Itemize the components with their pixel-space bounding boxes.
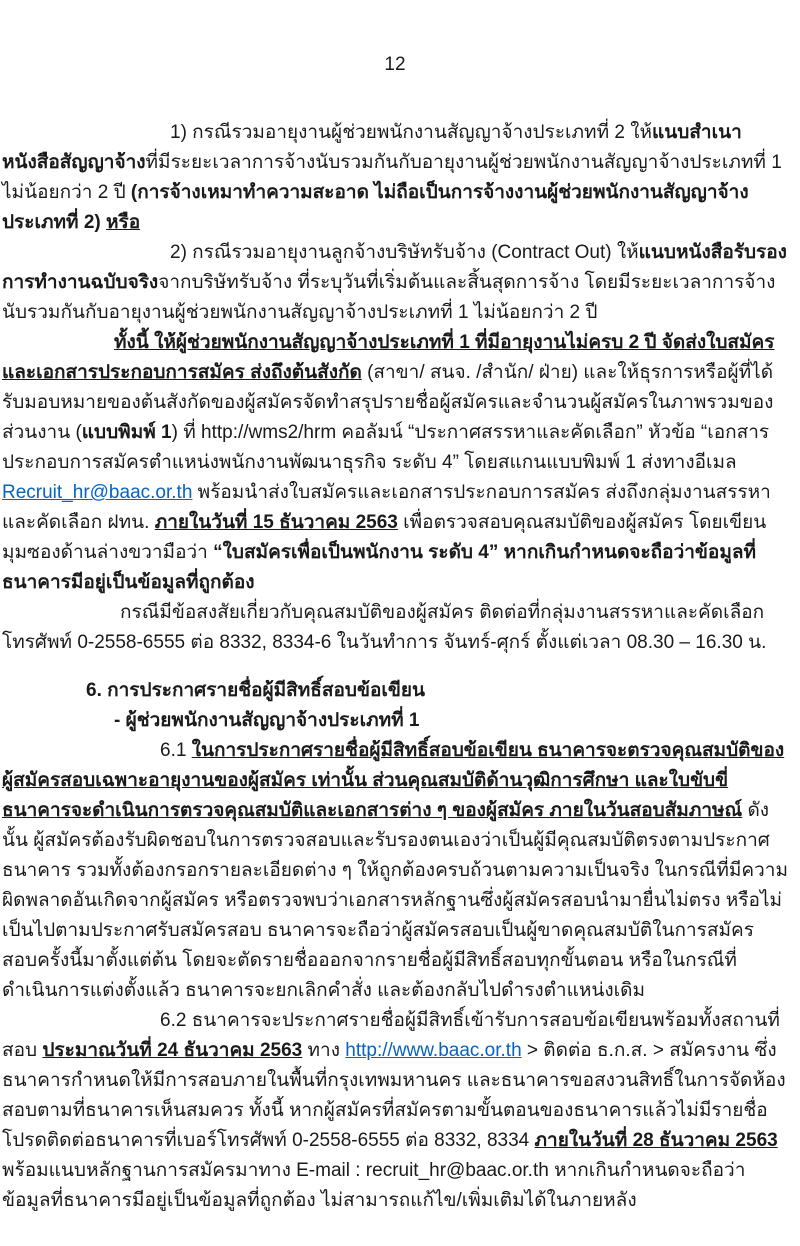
text-run: เพื่อตรวจสอบคุณสมบัติของผู้สมัคร โดยเขียนมุมซองด้านล่างขวามือว่า — [2, 512, 767, 563]
paragraph-6-1 — [2, 736, 788, 1006]
text-run: แบบพิมพ์ 1 — [81, 422, 172, 443]
text-run: (สาขา/ สนจ. /สำนัก/ ฝ่าย) และให้ธุรการหรือผู้ที่ได้รับมอบหมายของต้นสังกัดของผู้สมัครจัดทำสรุปรายชื่อผู้สมัครและจำนวนผู้สมัครในภาพรวมของส่วนงาน ( — [2, 362, 774, 443]
paragraph-6-2 — [2, 1006, 788, 1216]
text-run: แนบหนังสือรับรองการทำงานฉบับจริง — [2, 242, 787, 293]
text-run: ภายในวันที่ 28 ธันวาคม 2563 — [534, 1130, 778, 1151]
text-run: 1) กรณีรวมอายุงานผู้ช่วยพนักงานสัญญาจ้างประเภทที่ 2 ให้ — [170, 122, 653, 143]
text-run: พร้อมแนบหลักฐานการสมัครมาทาง E-mail : recruit_hr@baac.or.th หากเกินกำหนดจะถือว่าข้อมูลที่ธนาคารมีอยู่เป็นข้อมูลที่ถูกต้อง ไม่สามารถแก้ไข/เพิ่มเติมได้ในภายหลัง — [2, 1160, 746, 1211]
paragraph-contract-type-2 — [2, 118, 788, 238]
baac-website-link[interactable]: http://www.baac.or.th — [345, 1040, 522, 1061]
text-run: จากบริษัทรับจ้าง ที่ระบุวันที่เริ่มต้นและสิ้นสุดการจ้าง โดยมีระยะเวลาการจ้างนับรวมกันกับอายุงานผู้ช่วยพนักงานสัญญาจ้างประเภทที่ 1 ไม่น้อยกว่า 2 ปี — [2, 272, 776, 323]
text-run: ทาง — [302, 1040, 346, 1061]
page-number: 12 — [384, 54, 406, 75]
text-run: กรณีมีข้อสงสัยเกี่ยวกับคุณสมบัติของผู้สมัคร ติดต่อที่กลุ่มงานสรรหาและคัดเลือก โทรศัพท์ 0-2558-6555 ต่อ 8332, 8334-6 ในวันทำการ จันทร์-ศุกร์ ตั้งแต่เวลา 08.30 – 16.30 น. — [2, 602, 767, 653]
text-run: 2) กรณีรวมอายุงานลูกจ้างบริษัทรับจ้าง (Contract Out) ให้ — [170, 242, 639, 263]
text-run: หรือ — [106, 212, 141, 233]
text-run: ประมาณวันที่ 24 ธันวาคม 2563 — [42, 1040, 303, 1061]
text-run: “ใบสมัครเพื่อเป็นพนักงาน ระดับ 4” หากเกินกำหนดจะถือว่าข้อมูลที่ธนาคารมีอยู่เป็นข้อมูลที่ถูกต้อง — [2, 542, 757, 593]
text-run: (การจ้างเหมาทำความสะอาด ไม่ถือเป็นการจ้างงานผู้ช่วยพนักงานสัญญาจ้างประเภทที่ 2) — [2, 182, 749, 233]
text-run: 6.2 ธนาคารจะประกาศรายชื่อผู้มีสิทธิ์เข้ารับการสอบข้อเขียนพร้อมทั้งสถานที่สอบ — [2, 1010, 780, 1061]
text-run: ดังนั้น ผู้สมัครต้องรับผิดชอบในการตรวจสอบและรับรองตนเองว่าเป็นผู้มีคุณสมบัติตรงตามประกาศธนาคาร รวมทั้งต้องกรอกรายละเอียดต่าง ๆ ให้ถูกต้องครบถ้วนตามความเป็นจริง ในกรณีที่มีความผิดพลาดอันเกิดจากผู้สมัคร หรือตรวจพบว่าเอกสารหลักฐานซึ่งผู้สมัครสอบนำมายื่นไม่ตรง หรือไม่เป็นไปตามประกาศรับสมัครสอบ ธนาคารจะถือว่าผู้สมัครสอบเป็นผู้ขาดคุณสมบัติในการสมัครสอบครั้งนี้มาตั้งแต่ต้น โดยจะตัดรายชื่อออกจากรายชื่อผู้มีสิทธิ์สอบทุกขั้นตอน หรือในกรณีที่ดำเนินการแต่งตั้งแล้ว ธนาคารจะยกเลิกคำสั่ง และต้องกลับไปดำรงตำแหน่งเดิม — [2, 800, 788, 1001]
recruit-email-link[interactable]: Recruit_hr@baac.or.th — [2, 482, 193, 503]
text-run: ทั้งนี้ ให้ผู้ช่วยพนักงานสัญญาจ้างประเภทที่ 1 ที่มีอายุงานไม่ครบ 2 ปี จัดส่งใบสมัครและเอกสารประกอบการสมัคร ส่งถึงต้นสังกัด — [2, 332, 775, 383]
paragraph-contract-out — [2, 238, 788, 328]
paragraph-contact-info — [2, 598, 788, 658]
text-run: > ติดต่อ ธ.ก.ส. > สมัครงาน ซึ่งธนาคารกำหนดให้มีการสอบภายในพื้นที่กรุงเทพมหานคร และธนาคารขอสงวนสิทธิ์ในการจัดห้องสอบตามที่ธนาคารเห็นสมควร ทั้งนี้ หากผู้สมัครที่สมัครตามขั้นตอนของธนาคารแล้วไม่มีรายชื่อ โปรดติดต่อธนาคารที่เบอร์โทรศัพท์ 0-2558-6555 ต่อ 8332, 8334 — [2, 1040, 786, 1151]
text-run: ที่มีระยะเวลาการจ้างนับรวมกันกับอายุงานผู้ช่วยพนักงานสัญญาจ้างประเภทที่ 1 ไม่น้อยกว่า 2 ปี — [2, 152, 782, 203]
section-6-heading: 6. การประกาศรายชื่อผู้มีสิทธิ์สอบข้อเขียน — [86, 680, 425, 701]
text-run: แนบสำเนาหนังสือสัญญาจ้าง — [2, 122, 742, 173]
text-run: พร้อมนำส่งใบสมัครและเอกสารประกอบการสมัคร ส่งถึงกลุ่มงานสรรหาและคัดเลือก ฝทน. — [2, 482, 771, 533]
paragraph-submission-instructions — [2, 328, 788, 598]
text-run: ภายในวันที่ 15 ธันวาคม 2563 — [154, 512, 398, 533]
text-run: ในการประกาศรายชื่อผู้มีสิทธิ์สอบข้อเขียน ธนาคารจะตรวจคุณสมบัติของผู้สมัครสอบเฉพาะอายุงานของผู้สมัคร เท่านั้น ส่วนคุณสมบัติด้านวุฒิการศึกษา และใบขับขี่ ธนาคารจะดำเนินการตรวจคุณสมบัติและเอกสารต่าง ๆ ของผู้สมัคร ภายในวันสอบสัมภาษณ์ — [2, 740, 785, 821]
section-6-subheading: - ผู้ช่วยพนักงานสัญญาจ้างประเภทที่ 1 — [114, 710, 420, 731]
text-run: ) ที่ http://wms2/hrm คอลัมน์ “ประกาศสรรหาและคัดเลือก” หัวข้อ “เอกสารประกอบการสมัครตำแหน่งพนักงานพัฒนาธุรกิจ ระดับ 4” โดยสแกนแบบพิมพ์ 1 ส่งทางอีเมล — [2, 422, 770, 473]
text-run: 6.1 — [160, 740, 192, 761]
